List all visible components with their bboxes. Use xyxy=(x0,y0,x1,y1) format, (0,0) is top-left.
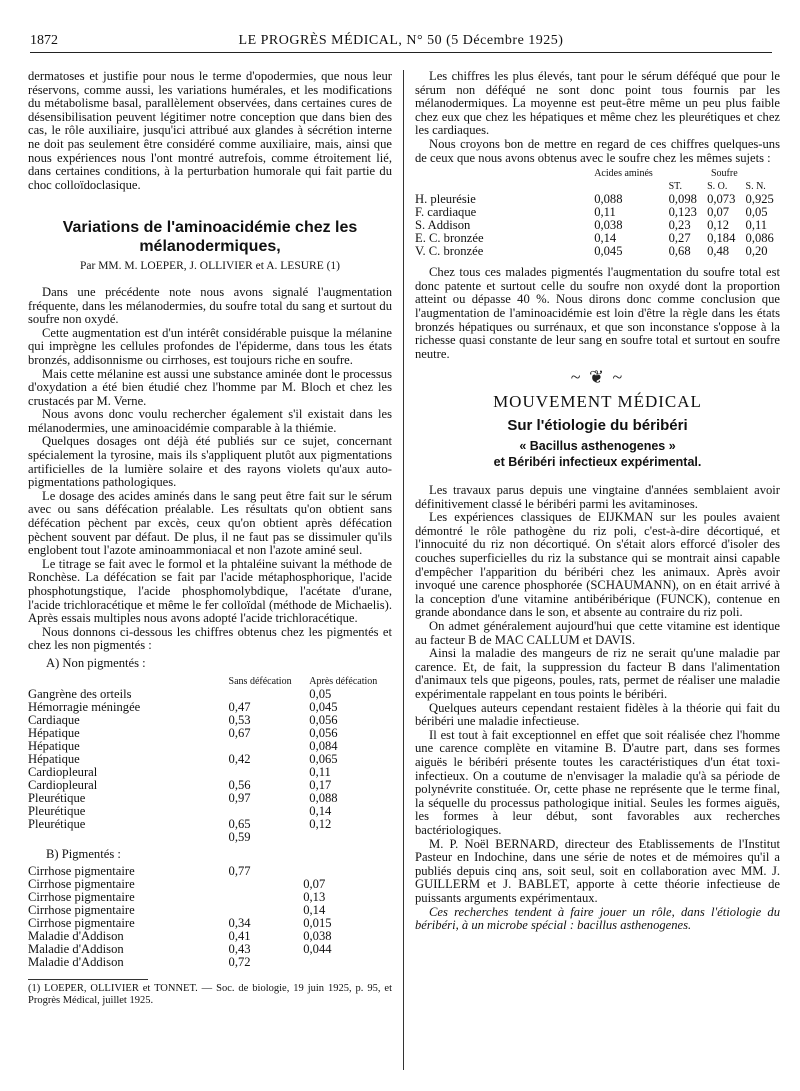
cell-apres: 0,056 xyxy=(309,712,338,727)
cell-sans: 0,59 xyxy=(228,829,251,844)
paragraph: Il est tout à fait exceptionnel en effet que soit réalisée chez l'homme une carence complète en vitamine B. D'autre part, dans ses formes aiguës le béribéri présente toutes les caractéristiques d'un état toxi-infectieux. On a coutume de n'envisager la maladie qu'à sa période de polynévrite constituée. Or, cette phase ne représente que le terme final, la séquelle du processus pathologique initial. Seules les formes aiguës, les formes à leur début, sont favorables aux recherches bactériologiques. xyxy=(415,727,780,837)
table-row xyxy=(28,740,392,753)
cell-sans: 0,67 xyxy=(228,725,251,740)
row-label: Pleurétique xyxy=(28,790,86,805)
cell-sans: 0,77 xyxy=(228,864,251,879)
row-label: H. pleurésie xyxy=(415,192,476,207)
continuation-paragraph: dermatoses et justifie pour nous le terme d'opodermies, que nous leur réservons, comme aussi, les variations humérales, et les modifications du métabolisme basal, parallèlement observées, dans certaines cures de désensibilisation peuvent légitimer notre conception que dans bien des cas, le rôle auxiliaire, jusqu'ici attribué aux glandes à sécrétion interne ne doit pas seulement être considéré comme auxiliaire, mais, ainsi que nous expériences nous l'ont montré autrefois, comme étroitement lié, dans certaines conditions, à la perturbation humorale qui fait partie du choc colloïdoclasique. xyxy=(28,69,392,192)
table-row xyxy=(28,701,392,714)
row-label: Cardiopleural xyxy=(28,777,98,792)
table-soufre xyxy=(415,167,780,258)
cell-sn: 0,05 xyxy=(745,205,768,220)
ornament-divider: ~ ❦ ~ xyxy=(570,367,625,388)
row-label: Hémorragie méningée xyxy=(28,699,141,714)
cell-apres: 0,038 xyxy=(303,929,332,944)
row-label: V. C. bronzée xyxy=(415,244,484,259)
section-heading-b: B) Pigmentés : xyxy=(46,846,121,861)
paragraph: Nous croyons bon de mettre en regard de ces chiffres quelques-uns de ceux que nous avons obtenus avec le soufre chez les mêmes sujets : xyxy=(415,136,780,165)
cell-apres: 0,17 xyxy=(309,777,332,792)
paragraph: Les travaux parus depuis une vingtaine d'années semblaient avoir définitivement classé le béribéri parmi les avitaminoses. xyxy=(415,483,780,511)
paragraph: Les chiffres les plus élevés, tant pour le sérum déféqué que pour le sérum non déféqué ne sont donc point tous fournis par les mélanodermiques. La moyenne est peut-être même un peu plus faible chez eux que chez les hépatiques et même chez les pleurétiques et chez les cardiaques. xyxy=(415,69,780,138)
cell-st: 0,098 xyxy=(668,192,697,207)
cell-apres: 0,05 xyxy=(309,686,332,701)
cell-apres: 0,084 xyxy=(309,738,338,753)
cell-sans: 0,56 xyxy=(228,777,251,792)
paragraph: On admet généralement aujourd'hui que cette vitamine est identique au facteur B de MAC CALLUM et DAVIS. xyxy=(415,619,780,647)
cell-sans: 0,47 xyxy=(228,699,251,714)
row-label: Cirrhose pigmentaire xyxy=(28,903,135,918)
left-column xyxy=(28,70,392,1007)
paragraph: Ainsi la maladie des mangeurs de riz ne serait qu'une maladie par carence. Et, de fait, la suppression du facteur B dans l'alimentation d'animaux tels que pigeons, poules, rats, permet de réaliser une maladie expérimentale rappelant en tous points le béribéri. xyxy=(415,646,780,701)
cell-st: 0,123 xyxy=(668,205,697,220)
cell-sans: 0,42 xyxy=(228,751,251,766)
article2-subtitle xyxy=(415,438,780,470)
cell-acides: 0,14 xyxy=(594,231,617,246)
cell-apres: 0,11 xyxy=(309,764,331,779)
cell-st: 0,68 xyxy=(668,244,691,259)
table-row xyxy=(28,753,392,766)
row-label: Pleurétique xyxy=(28,803,86,818)
table-row xyxy=(28,792,392,805)
paragraph: Les expériences classiques de EIJKMAN sur les poules avaient démontré le rôle pathogène du riz poli, c'est-à-dire décortiqué, et l'innocuité du riz non décortiqué. On s'était alors efforcé d'isoler des couches superficielles du riz la substance qui se montrait ainsi capable d'empêcher l'apparition du béribéri chez les animaux. Après avoir invoqué une carence phosphorée (SCHAUMANN), on en était arrivé à la conception d'une vitamine antibéribérique (FUNCK), contenue en grande abondance dans le son, et absente au contraire du riz poli. xyxy=(415,510,780,620)
right-column xyxy=(415,70,780,933)
table-pigmentes xyxy=(28,865,392,969)
table-row xyxy=(28,727,392,740)
cell-apres: 0,13 xyxy=(303,890,326,905)
row-label: Cirrhose pigmentaire xyxy=(28,877,135,892)
cell-sans: 0,97 xyxy=(228,790,251,805)
column-divider xyxy=(403,70,404,1070)
article-byline: Par MM. M. LOEPER, J. OLLIVIER et A. LESURE (1) xyxy=(79,260,340,273)
cell-apres: 0,14 xyxy=(303,903,326,918)
row-label: Maladie d'Addison xyxy=(28,929,124,944)
cell-sn: 0,11 xyxy=(745,218,768,233)
paragraph: Cette augmentation est d'un intérêt considérable puisque la mélanine qui imprègne les cellules profondes de l'épiderme, dans tous les états bronzés, addisonnisme ou cirrhoses, est toujours riche en soufre. xyxy=(28,325,392,367)
cell-apres: 0,015 xyxy=(303,916,332,931)
paragraph: Chez tous ces malades pigmentés l'augmentation du soufre total est donc patente et surtout celle du soufre non oxydé dont la proportion atteint ou dépasse 40 %. Nous dirons donc comme conclusion que l'augmentation de l'aminoacidémie est loin d'être la règle dans les états bronzés hépatiques ou surrénaux, et que son inconstance s'oppose à la richesse quasi constante de leur sang en soufre total et surtout en soufre neutre. xyxy=(415,265,780,361)
paragraph: Nous donnons ci-dessous les chiffres obtenus chez les pigmentés et chez les non pigmentés : xyxy=(28,624,392,653)
paragraph-italic: Ces recherches tendent à faire jouer un rôle, dans l'étiologie du béribéri, à un microbe spécial : bacillus asthenogenes. xyxy=(415,904,780,933)
cell-acides: 0,088 xyxy=(594,192,623,207)
table-row xyxy=(28,818,392,831)
row-label: Cardiopleural xyxy=(28,764,98,779)
cell-apres xyxy=(299,956,392,969)
article2-subtitle-line2: et Béribéri infectieux expérimental. xyxy=(493,455,702,470)
row-label xyxy=(28,831,225,844)
row-label: Gangrène des orteils xyxy=(28,686,132,701)
article2-title: Sur l'étiologie du béribéri xyxy=(507,416,688,434)
row-label: Cirrhose pigmentaire xyxy=(28,890,135,905)
cell-sans: 0,53 xyxy=(228,712,251,727)
cell-so: 0,48 xyxy=(707,244,730,259)
row-label: Maladie d'Addison xyxy=(28,942,124,957)
row-label: Hépatique xyxy=(28,738,80,753)
row-label: Hépatique xyxy=(28,725,80,740)
column-header-sans: Sans défécation xyxy=(228,675,292,687)
row-label: Pleurétique xyxy=(28,816,86,831)
cell-sans xyxy=(225,891,300,904)
cell-so: 0,184 xyxy=(707,231,736,246)
cell-acides: 0,045 xyxy=(594,244,623,259)
footnote: (1) LOEPER, OLLIVIER et TONNET. — Soc. de biologie, 19 juin 1925, p. 95, et Progrès Médical, juillet 1925. xyxy=(28,983,392,1007)
cell-sn: 0,20 xyxy=(745,244,768,259)
table-row xyxy=(28,714,392,727)
cell-apres: 0,044 xyxy=(303,942,332,957)
cell-apres: 0,14 xyxy=(309,803,332,818)
table-non-pigmentes xyxy=(28,675,392,844)
cell-sans: 0,72 xyxy=(228,955,251,970)
cell-sans: 0,41 xyxy=(228,929,251,944)
cell-acides: 0,11 xyxy=(594,205,616,220)
table-row xyxy=(28,831,392,844)
row-label: E. C. bronzée xyxy=(415,231,484,246)
cell-sans xyxy=(225,878,300,891)
column-header-apres: Après défécation xyxy=(309,675,378,687)
row-label: Cirrhose pigmentaire xyxy=(28,864,135,879)
table-row xyxy=(28,688,392,701)
table-row xyxy=(28,956,392,969)
paragraph: Le dosage des acides aminés dans le sang peut être fait sur le sérum avec ou sans défécation préalable. Les résultats qu'on obtient sans défécation pèchent par excès, ceux qu'on obtient après défécation pèchent souvent par défaut. De plus, il ne faut pas se dissimuler qu'ils englobent tout l'azote aminoammoniacal et non l'azote aminé seul. xyxy=(28,488,392,558)
table-row xyxy=(28,779,392,792)
table-row xyxy=(28,766,392,779)
paragraph: Le titrage se fait avec le formol et la phtaléine suivant la méthode de Ronchèse. La défécation se fait par l'acide métaphosphorique, l'acide phosphotungstique, l'acide phosphomolybdique, l'acétate d'urane, l'acide trichloracétique et même le fer colloïdal (méthode de Michaelis). Après essais multiples nous avons adopté l'acide trichloracétique. xyxy=(28,556,392,626)
paragraph: Quelques dosages ont déjà été publiés sur ce sujet, concernant spécialement la tyrosine, mais ils s'appliquent plutôt aux pigmentations artificielles de la lumière solaire et des rayons violets qu'aux auto-pigmentations pathologiques. xyxy=(28,434,392,490)
cell-so: 0,073 xyxy=(707,192,736,207)
cell-sans xyxy=(225,688,306,701)
cell-acides: 0,038 xyxy=(594,218,623,233)
paragraph: Mais cette mélanine est aussi une substance aminée dont le processus d'oxydation a été bien étudié chez l'homme par M. Bloch et chez les crustacés par M. Verne. xyxy=(28,366,392,408)
cell-sans xyxy=(225,740,306,753)
paragraph: Quelques auteurs cependant restaient fidèles à la théorie qui fait du béribéri une maladie infectieuse. xyxy=(415,700,780,729)
cell-sn: 0,925 xyxy=(745,192,774,207)
table-row xyxy=(415,245,780,258)
cell-sans: 0,34 xyxy=(228,916,251,931)
cell-sans xyxy=(225,805,306,818)
paragraph: M. P. Noël BERNARD, directeur des Etablissements de l'Institut Pasteur en Indochine, dans une série de notes et de mémoires qu'il a publiés depuis cinq ans, soit seul, soit en collaboration avec MM. J. GUILLERM et J. BABLET, apporte à cette théorie infectieuse de puissants arguments expérimentaux. xyxy=(415,836,780,905)
paragraph: Nous avons donc voulu rechercher également s'il existait dans les mélanodermies, une aminoacidémie comparable à la thiémie. xyxy=(28,407,392,435)
column-header-acides: Acides aminés xyxy=(594,168,653,180)
row-label: Cirrhose pigmentaire xyxy=(28,916,135,931)
cell-apres: 0,088 xyxy=(309,790,338,805)
column-header-st: ST. xyxy=(668,181,683,193)
row-label: F. cardiaque xyxy=(415,205,477,220)
row-label: Hépatique xyxy=(28,751,80,766)
section-heading-a: A) Non pigmentés : xyxy=(46,655,146,670)
page-header xyxy=(30,30,772,53)
row-label: S. Addison xyxy=(415,218,471,233)
footnote-rule xyxy=(28,979,148,980)
cell-apres: 0,12 xyxy=(309,816,332,831)
cell-st: 0,27 xyxy=(668,231,691,246)
page-number: 1872 xyxy=(30,33,58,48)
row-label: Maladie d'Addison xyxy=(28,955,124,970)
cell-st: 0,23 xyxy=(668,218,691,233)
table-row xyxy=(28,805,392,818)
row-label: Cardiaque xyxy=(28,712,80,727)
paragraph: Dans une précédente note nous avons signalé l'augmentation fréquente, dans les mélanodermies, du soufre total du sang et surtout du soufre non oxydé. xyxy=(28,284,392,327)
cell-apres xyxy=(305,831,392,844)
column-header-so: S. O. xyxy=(707,181,728,193)
cell-so: 0,07 xyxy=(707,205,730,220)
cell-apres: 0,045 xyxy=(309,699,338,714)
journal-title: LE PROGRÈS MÉDICAL, N° 50 (5 Décembre 1925) xyxy=(238,33,564,48)
article-title: Variations de l'aminoacidémie chez les mélanodermiques, xyxy=(62,219,358,256)
cell-sans: 0,65 xyxy=(228,816,251,831)
rubric-heading: MOUVEMENT MÉDICAL xyxy=(493,391,702,411)
column-header-soufre: Soufre xyxy=(710,168,738,180)
cell-so: 0,12 xyxy=(707,218,730,233)
cell-apres: 0,056 xyxy=(309,725,338,740)
column-header-sn: S. N. xyxy=(745,181,766,193)
cell-sn: 0,086 xyxy=(745,231,774,246)
cell-sans: 0,43 xyxy=(228,942,251,957)
cell-apres: 0,065 xyxy=(309,751,338,766)
cell-sans xyxy=(225,766,306,779)
article2-subtitle-line1: « Bacillus asthenogenes » xyxy=(519,439,676,454)
cell-apres: 0,07 xyxy=(303,877,326,892)
